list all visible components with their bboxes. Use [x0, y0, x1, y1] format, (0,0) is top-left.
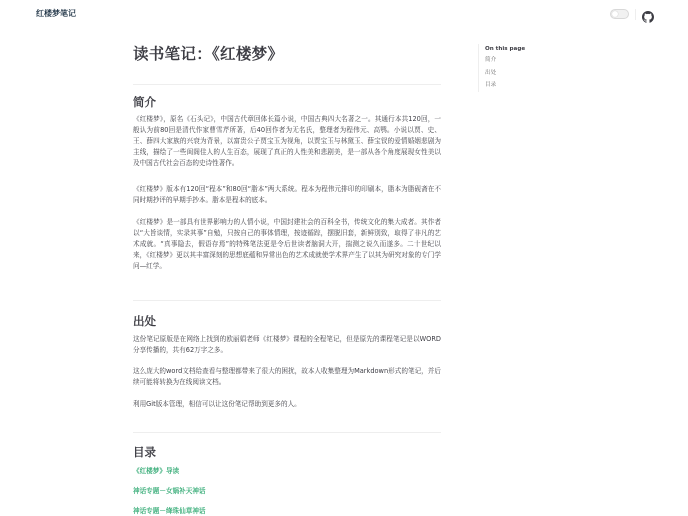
source-paragraph-3: 利用Git版本管理，相信可以让这份笔记帮助到更多的人。: [133, 400, 301, 408]
heading-source: 出处: [133, 314, 156, 328]
page-title: 读书笔记：《红楼梦》: [133, 45, 284, 63]
intro-paragraph-2: 《红楼梦》版本有120回“程本”和80回“脂本”两大系统。程本为程伟元排印的印刷本，脂本为脂砚斋在不同时期抄评的早期手抄本。脂本是程本的底本。: [133, 185, 441, 204]
source-paragraph-2: 这么庞大的word文档给查看与整理都带来了很大的困扰，故本人收集整理为Markdown形式的笔记，并后续可能将转换为在线阅读文档。: [133, 367, 441, 386]
outline-link-source[interactable]: 出处: [485, 69, 497, 76]
section-divider: [133, 432, 441, 433]
heading-intro: 简介: [133, 95, 156, 109]
github-icon[interactable]: [642, 8, 654, 20]
intro-paragraph-1: 《红楼梦》，原名《石头记》，中国古代章回体长篇小说，中国古典四大名著之一。其通行本共120回，一般认为前80回是清代作家曹雪芹所著，后40回作者为无名氏，整理者为程伟元、高鹗。小说以贾、史、王、薛四大家族的兴衰为背景，以富贵公子贾宝玉为视角，以贾宝玉与林黛玉、薛宝钗的爱情婚姻悲剧为主线，描绘了一些闺阁佳人的人生百态，展现了真正的人性美和悲剧美，是一部从各个角度展现女性美以及中国古代社会百态的史诗性著作。: [133, 115, 441, 167]
intro-paragraph-3: 《红楼梦》是一部具有世界影响力的人情小说，中国封建社会的百科全书，传统文化的集大成者。其作者以“大旨谈情，实录其事”自勉，只按自己的事体情理，按迹循踪，摆脱旧套，新鲜别致，取得了非凡的艺术成就。“真事隐去，假语存焉”的特殊笔法更是令后世读者脑洞大开，揣测之说久而遂多。二十世纪以来，《红楼梦》更以其丰富深刻的思想底蕴和异常出色的艺术成就使学术界产生了以其为研究对象的专门学问—红学。: [133, 218, 441, 270]
outline-link-intro[interactable]: 简介: [485, 57, 497, 63]
nav-divider: [635, 9, 636, 20]
site-title-link[interactable]: 红楼梦笔记: [36, 9, 76, 18]
on-this-page-outline: [478, 44, 558, 92]
section-divider: [133, 84, 441, 85]
toggle-knob-icon: [612, 11, 618, 17]
source-paragraph-1: 这份笔记原版是在网络上找到的欧丽娟老师《红楼梦》课程的全程笔记，但是原先的课程笔记是以WORD分享传播的，共有62万字之多。: [133, 335, 441, 354]
outline-title: On this page: [485, 46, 526, 52]
contents-link-1[interactable]: 《红楼梦》导读: [133, 467, 180, 475]
section-divider: [133, 300, 441, 301]
contents-link-3[interactable]: 神话专题－绛珠仙草神话: [133, 507, 206, 515]
outline-link-contents[interactable]: 目录: [485, 82, 497, 88]
contents-link-2[interactable]: 神话专题－女娲补天神话: [133, 487, 206, 495]
heading-contents: 目录: [133, 445, 156, 459]
navbar: [0, 0, 688, 28]
appearance-toggle[interactable]: [610, 9, 629, 19]
